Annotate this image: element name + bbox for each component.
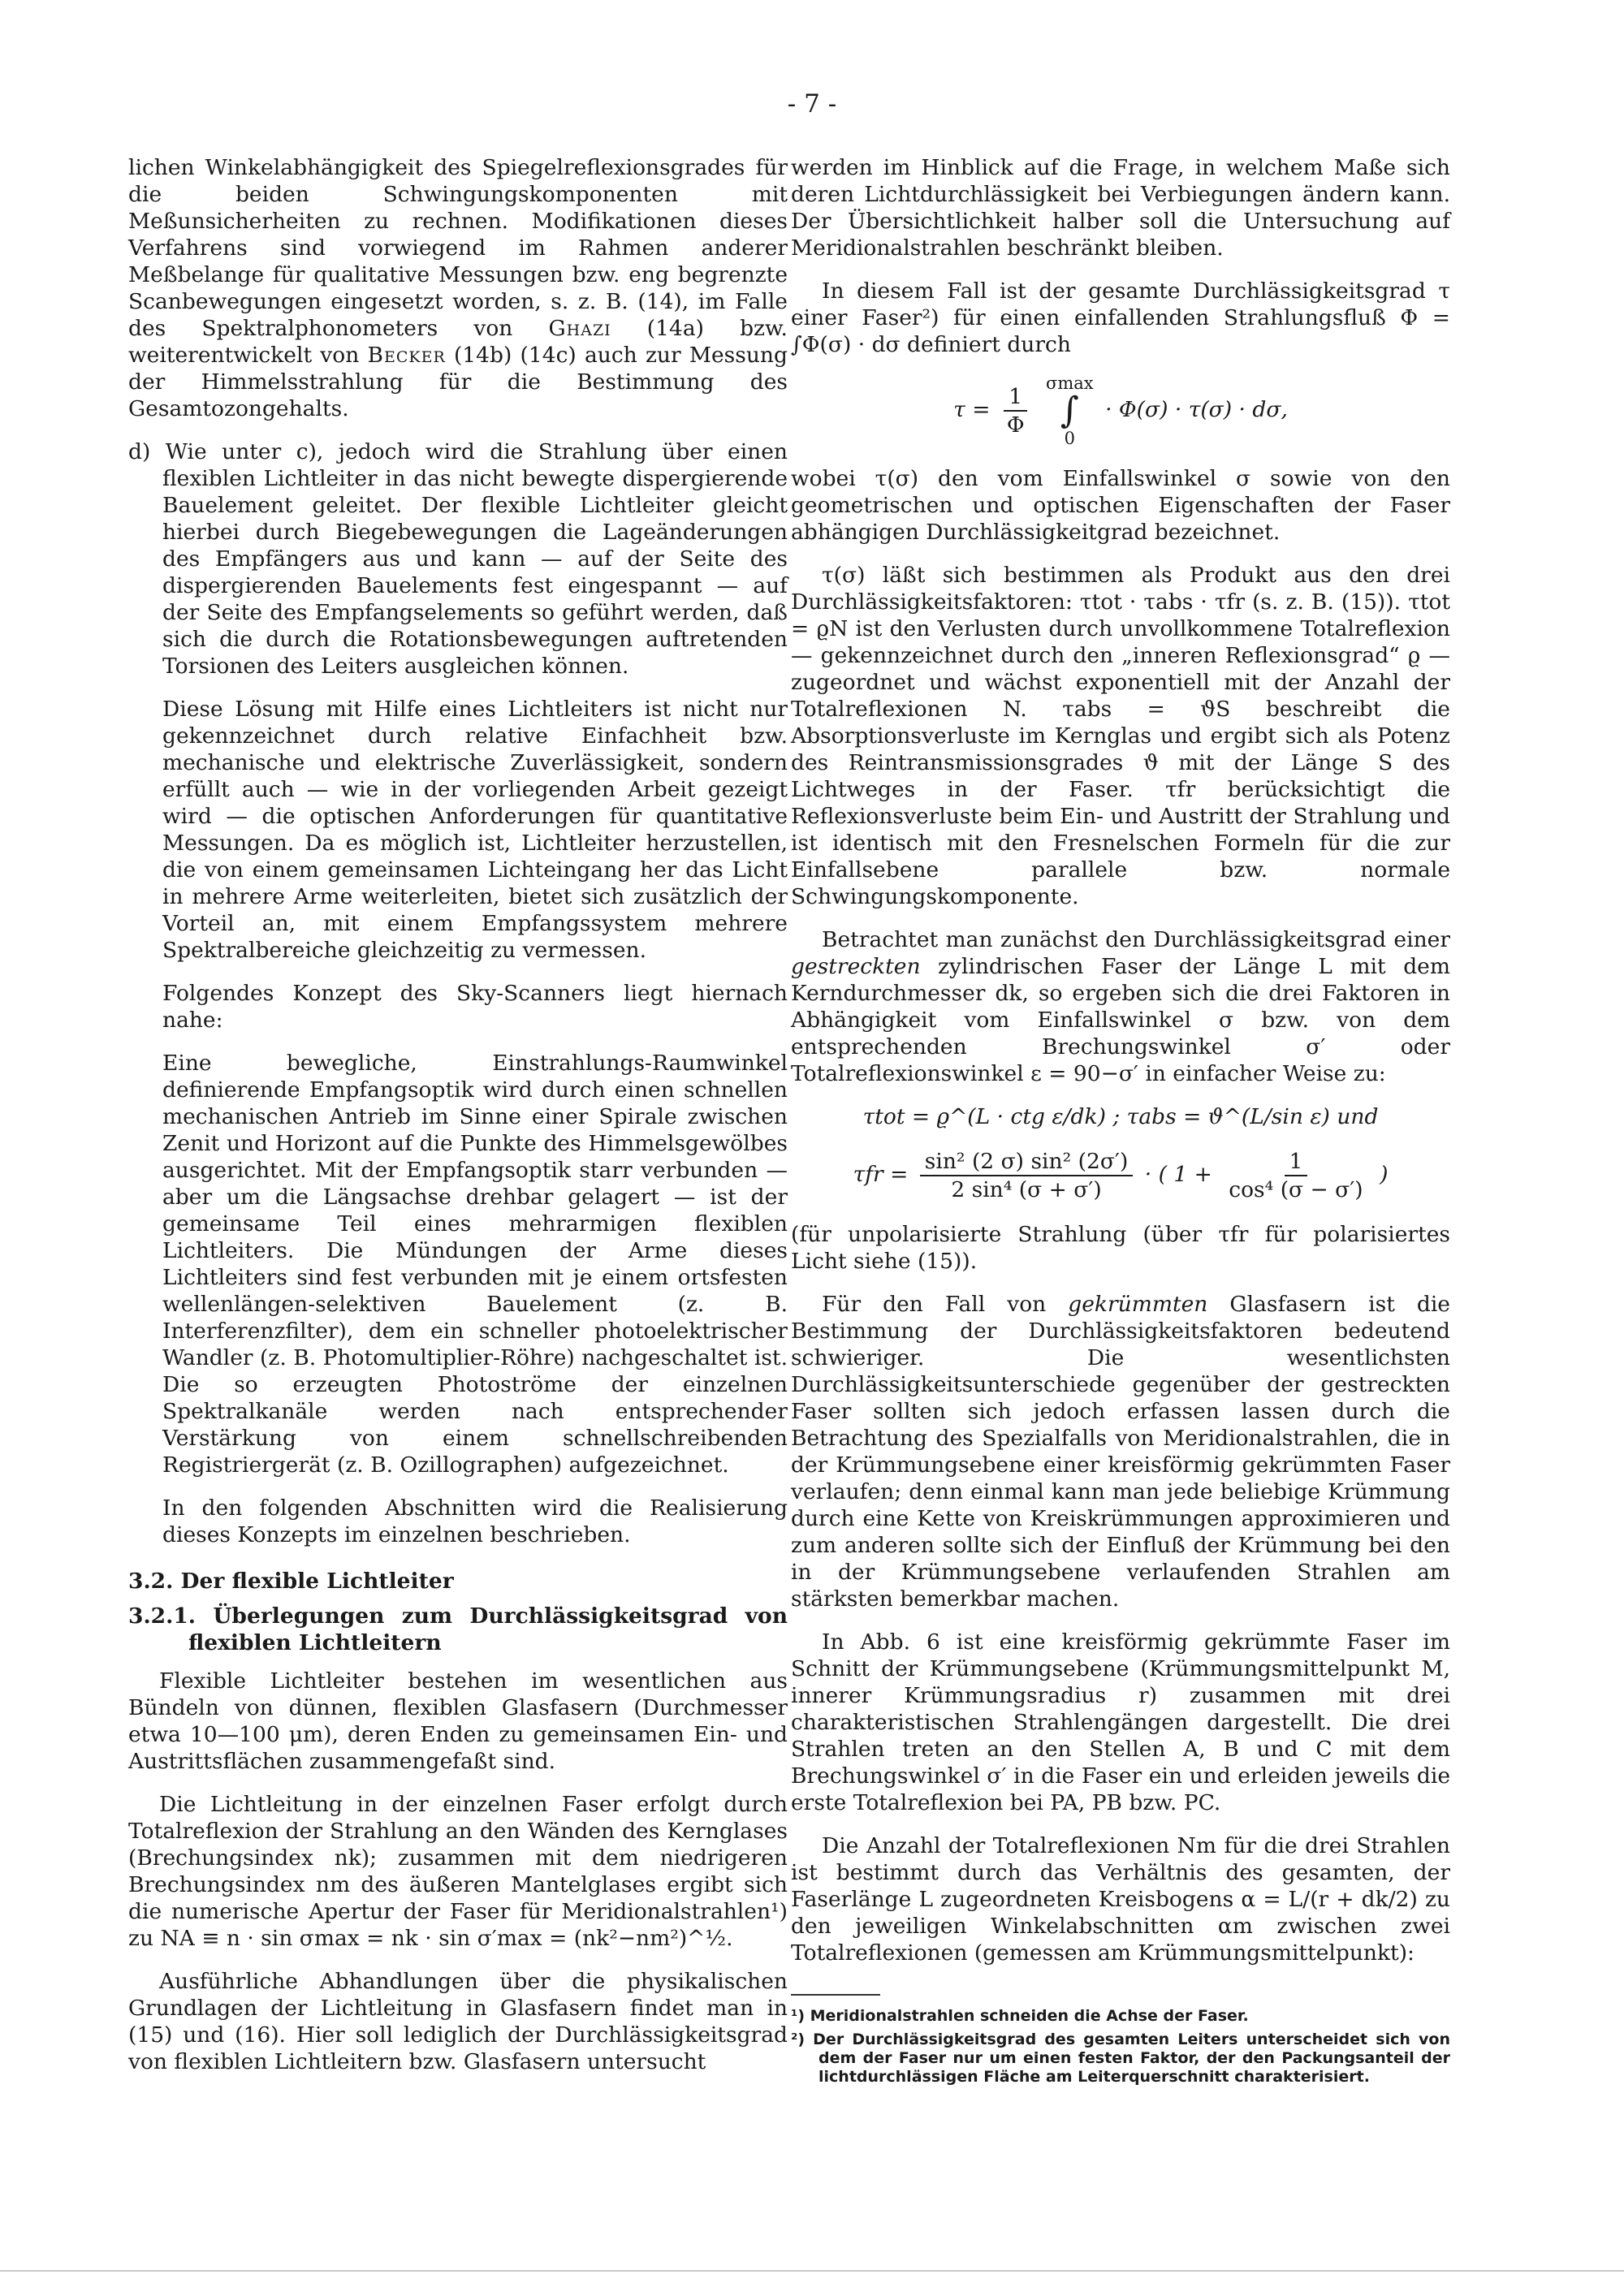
equation-tau-fr: τfr = $\frac{\text{sin² (2 σ) sin² (2σ′)}}{\text{2 sin⁴ (σ + σ′)}}$ · ( 1 + $\frac{1}{\text{cos⁴ (σ − σ′)}}$ ) [853,1149,1389,1202]
paragraph: Ausführliche Abhandlungen über die physikalischen Grundlagen der Lichtleitung in Glasfasern findet man in (15) und (16). Hier soll lediglich der Durchlässigkeitsgrad von flexiblen Lichtleitern bzw. Glasfasern untersucht [128,1969,788,2074]
footnote-divider [791,1994,880,1996]
paragraph: Betrachtet man zunächst den Durchlässigkeitsgrad einer gestreckten zylindrischen Faser der Länge L mit dem Kerndurchmesser dk, so ergeben sich die drei Faktoren in Abhängigkeit vom Einfallswinkel σ bzw. von dem entsprechenden Brechungswinkel σ′ oder Totalreflexionswinkel ε = 90−σ′ in einfacher Weise zu: [791,927,1450,1086]
paragraph: τ(σ) läßt sich bestimmen als Produkt aus den drei Durchlässigkeitsfaktoren: τtot · τabs · τfr (s. z. B. (15)). τtot = ϱN ist den Verlusten durch unvollkommene Totalreflexion — gekennzeichnet durch den „inneren Reflexionsgrad“ ϱ — zugeordnet und wächst exponentiell mit der Anzahl der Totalreflexionen N. τabs = ϑS beschreibt die Absorptionsverluste im Kernglas und ergibt sich als Potenz des Reintransmissionsgrades ϑ mit der Länge S des Lichtweges in der Faser. τfr berücksichtigt die Reflexionsverluste beim Ein- und Austritt der Strahlung und ist identisch mit den Fresnelschen Formeln für die zur Einfallsebene parallele bzw. normale Schwingungskomponente. [791,563,1450,909]
paragraph: wobei τ(σ) den vom Einfallswinkel σ sowie von den geometrischen und optischen Eigenschaften der Faser abhängigen Durchlässigkeitgrad bezeichnet. [791,466,1450,545]
paragraph: lichen Winkelabhängigkeit des Spiegelreflexionsgrades für die beiden Schwingungskomponenten mit Meßunsicherheiten zu rechnen. Modifikationen dieses Verfahrens sind vorwiegend im Rahmen anderer Meßbelange für qualitative Messungen bzw. eng begrenzte Scanbewegungen eingesetzt worden, s. z. B. (14), im Falle des Spektralphonometers von Ghazi (14a) bzw. weiterentwickelt von Becker (14b) (14c) auch zur Messung der Himmelsstrahlung für die Bestimmung des Gesamtozongehalts. [128,155,788,421]
equation-tau-tot-abs: τtot = ϱ^(L · ctg ε/dk) ; τabs = ϑ^(L/sin ε) und [862,1104,1379,1129]
paragraph: In Abb. 6 ist eine kreisförmig gekrümmte Faser im Schnitt der Krümmungsebene (Krümmungsmittelpunkt M, innerer Krümmungsradius r) zusammen mit drei charakteristischen Strahlengängen dargestellt. Die drei Strahlen treten an den Stellen A, B und C mit dem Brechungswinkel σ′ in die Faser ein und erleiden jeweils die erste Totalreflexion bei PA, PB bzw. PC. [791,1629,1450,1815]
section-heading: 3.2. Der flexible Lichtleiter [128,1569,454,1594]
left-column [128,154,788,2091]
list-item-d: d) Wie unter c), jedoch wird die Strahlung über einen flexiblen Lichtleiter in das nicht bewegte dispergierende Bauelement geleitet. Der flexible Lichtleiter gleicht hierbei durch Biegebewegungen die Lageänderungen des Empfängers aus und kann — auf der Seite des dispergierenden Bauelements fest eingespannt — auf der Seite des Empfangselements so geführt werden, daß sich die durch die Rotationsbewegungen auftretenden Torsionen des Leiters ausgleichen können. [128,439,788,679]
paragraph: Eine bewegliche, Einstrahlungs-Raumwinkel definierende Empfangsoptik wird durch einen schnellen mechanischen Antrieb im Sinne einer Spirale zwischen Zenit und Horizont auf die Punkte des Himmelsgewölbes ausgerichtet. Mit der Empfangsoptik starr verbunden — aber um die Längsachse drehbar gelagert — ist der gemeinsame Teil eines mehrarmigen flexiblen Lichtleiters. Die Mündungen der Arme dieses Lichtleiters sind fest verbunden mit je einem ortsfesten wellenlängen-selektiven Bauelement (z. B. Interferenzfilter), dem ein schneller photoelektrischer Wandler (z. B. Photomultiplier-Röhre) nachgeschaltet ist. Die so erzeugten Photoströme der einzelnen Spektralkanäle werden nach entsprechender Verstärkung von einem schnellschreibenden Registriergerät (z. B. Ozillographen) aufgezeichnet. [162,1051,788,1478]
paragraph: Die Lichtleitung in der einzelnen Faser erfolgt durch Totalreflexion der Strahlung an den Wänden des Kernglases (Brechungsindex nk); zusammen mit dem niedrigeren Brechungsindex nm des äußeren Mantelglases ergibt sich die numerische Apertur der Faser für Meridionalstrahlen¹) zu NA ≡ n · sin σmax = nk · sin σ′max = (nk²−nm²)^½. [128,1792,788,1951]
paragraph: Für den Fall von gekrümmten Glasfasern ist die Bestimmung der Durchlässigkeitsfaktoren bedeutend schwieriger. Die wesentlichsten Durchlässigkeitsunterschiede gegenüber der gestreckten Faser sollten sich jedoch erfassen lassen durch die Betrachtung des Spezialfalls von Meridionalstrahlen, die in der Krümmungsebene einer kreisförmig gekrümmten Faser verlaufen; denn einmal kann man jede beliebige Krümmung durch eine Kette von Kreiskrümmungen approximieren und zum anderen sollte sich der Einfluß der Krümmung bei den in der Krümmungsebene verlaufenden Strahlen am stärksten bemerkbar machen. [791,1292,1450,1612]
page-number: - 7 - [787,89,837,119]
author-name: Ghazi [548,316,611,341]
paragraph: (für unpolarisierte Strahlung (über τfr für polarisiertes Licht siehe (15)). [791,1222,1450,1274]
footnote-2: ²) Der Durchlässigkeitsgrad des gesamten Leiters unterscheidet sich von dem der Faser nur um einen festen Faktor, der den Packungsanteil der lichtdurchlässigen Fläche am Leiterquerschnitt charakterisiert. [791,2031,1450,2086]
equation-transmission-integral: τ = $\frac{1}{\Phi}$ σmax ∫ 0 · Φ(σ) · τ(σ) · dσ, [953,373,1288,448]
right-column [791,154,1450,2091]
paragraph: In den folgenden Abschnitten wird die Realisierung dieses Konzepts im einzelnen beschrieben. [162,1495,788,1547]
paragraph: Flexible Lichtleiter bestehen im wesentlichen aus Bündeln von dünnen, flexiblen Glasfasern (Durchmesser etwa 10—100 μm), deren Enden zu gemeinsamen Ein- und Austrittsflächen zusammengefaßt sind. [128,1668,788,1774]
paragraph: werden im Hinblick auf die Frage, in welchem Maße sich deren Lichtdurchlässigkeit bei Verbiegungen ändern kann. Der Übersichtlichkeit halber soll die Untersuchung auf Meridionalstrahlen beschränkt bleiben. [791,155,1450,261]
subsection-heading: 3.2.1. Überlegungen zum Durchlässigkeitsgrad von flexiblen Lichtleitern [128,1603,788,1655]
paragraph: In diesem Fall ist der gesamte Durchlässigkeitsgrad τ einer Faser²) für einen einfallenden Strahlungsfluß Φ = ∫Φ(σ) · dσ definiert durch [791,278,1450,357]
footnote-1: ¹) Meridionalstrahlen schneiden die Achse der Faser. [791,2007,1249,2025]
paragraph: Die Anzahl der Totalreflexionen Nm für die drei Strahlen ist bestimmt durch das Verhältnis des gesamten, der Faserlänge L zugeordneten Kreisbogens α = L/(r + dk/2) zu den jeweiligen Winkelabschnitten αm zwischen zwei Totalreflexionen (gemessen am Krümmungsmittelpunkt): [791,1833,1450,1966]
paragraph: Diese Lösung mit Hilfe eines Lichtleiters ist nicht nur gekennzeichnet durch relative Einfachheit bzw. mechanische und elektrische Zuverlässigkeit, sondern erfüllt auch — wie in der vorliegenden Arbeit gezeigt wird — die optischen Anforderungen für quantitative Messungen. Da es möglich ist, Lichtleiter herzustellen, die von einem gemeinsamen Lichteingang her das Licht in mehrere Arme weiterleiten, bietet sich zusätzlich der Vorteil an, mit einem Empfangssystem mehrere Spektralbereiche gleichzeitig zu vermessen. [162,697,788,963]
page-edge-line [0,2270,1624,2272]
paragraph: Folgendes Konzept des Sky-Scanners liegt hiernach nahe: [162,981,788,1033]
author-name: Becker [367,343,446,368]
